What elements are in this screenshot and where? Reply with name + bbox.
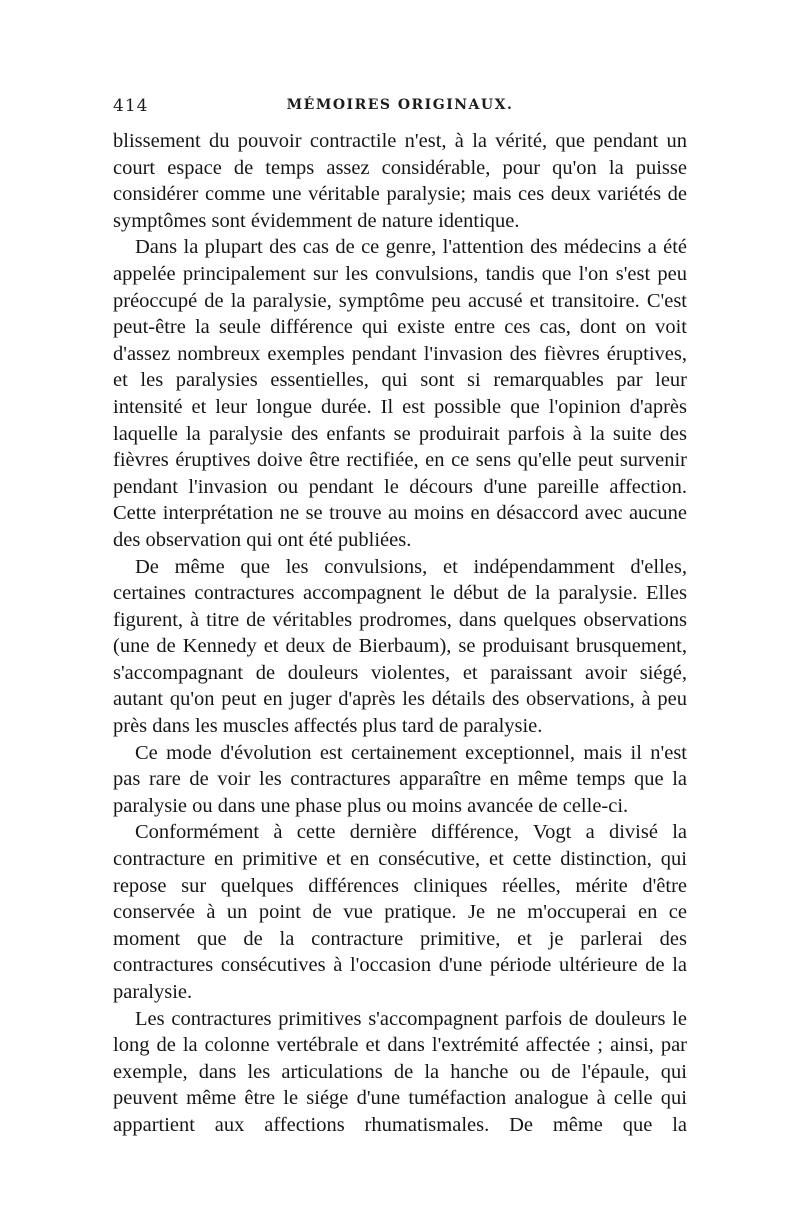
paragraph: Les contractures primitives s'accompagnent parfois de douleurs le long de la colonne vertébrale et dans l'extrémité affectée ; ainsi, par exemple, dans les articulations de la hanche ou de l'épaule, qui peuvent même être le siége d'une tuméfaction analogue à celle qui appartient aux affections rhumatismales. De même que la xyxy=(113,1007,687,1136)
running-title: MÉMOIRES ORIGINAUX. xyxy=(286,97,514,113)
paragraph: Ce mode d'évolution est certainement exceptionnel, mais il n'est pas rare de voir les contractures apparaître en même temps que la paralysie ou dans une phase plus ou moins avancée de celle-ci. xyxy=(113,741,687,817)
paragraph: De même que les convulsions, et indépendamment d'elles, certaines contractures accompagnent le début de la paralysie. Elles figurent, à titre de véritables prodromes, dans quelques observations (une de Kennedy et deux de Bierbaum), se produisant brusquement, s'accompagnant de douleurs violentes, et paraissant avoir siégé, autant qu'on peut en juger d'après les détails des observations, à peu près dans les muscles affectés plus tard de paralysie. xyxy=(113,555,687,738)
paragraph: Dans la plupart des cas de ce genre, l'attention des médecins a été appelée principalement sur les convulsions, tandis que l'on s'est peu préoccupé de la paralysie, symptôme peu accusé et transitoire. C'est peut-être la seule différence qui existe entre ces cas, dont on voit d'assez nombreux exemples pendant l'invasion des fièvres éruptives, et les paralysies essentielles, qui sont si remarquables par leur intensité et leur longue durée. Il est possible que l'opinion d'après laquelle la paralysie des enfants se produirait parfois à la suite des fièvres éruptives doive être rectifiée, en ce sens qu'elle peut survenir pendant l'invasion ou pendant le décours d'une pareille affection. Cette interprétation ne se trouve au moins en désaccord avec aucune des observation qui ont été publiées. xyxy=(113,236,687,551)
paragraph-continued: blissement du pouvoir contractile n'est, à la vérité, que pendant un court espace de temps assez considérable, pour qu'on la puisse considérer comme une véritable paralysie; mais ces deux variétés de symptômes sont évidemment de nature identique. xyxy=(113,130,687,232)
body-text xyxy=(113,128,687,1139)
page-header xyxy=(113,96,687,120)
page-number: 414 xyxy=(113,96,149,116)
paragraph: Conformément à cette dernière différence, Vogt a divisé la contracture en primitive et en consécutive, et cette distinction, qui repose sur quelques différences cliniques réelles, mérite d'être conservée à un point de vue pratique. Je ne m'occuperai en ce moment que de la contracture primitive, et je parlerai des contractures consécutives à l'occasion d'une période ultérieure de la paralysie. xyxy=(113,821,687,1003)
